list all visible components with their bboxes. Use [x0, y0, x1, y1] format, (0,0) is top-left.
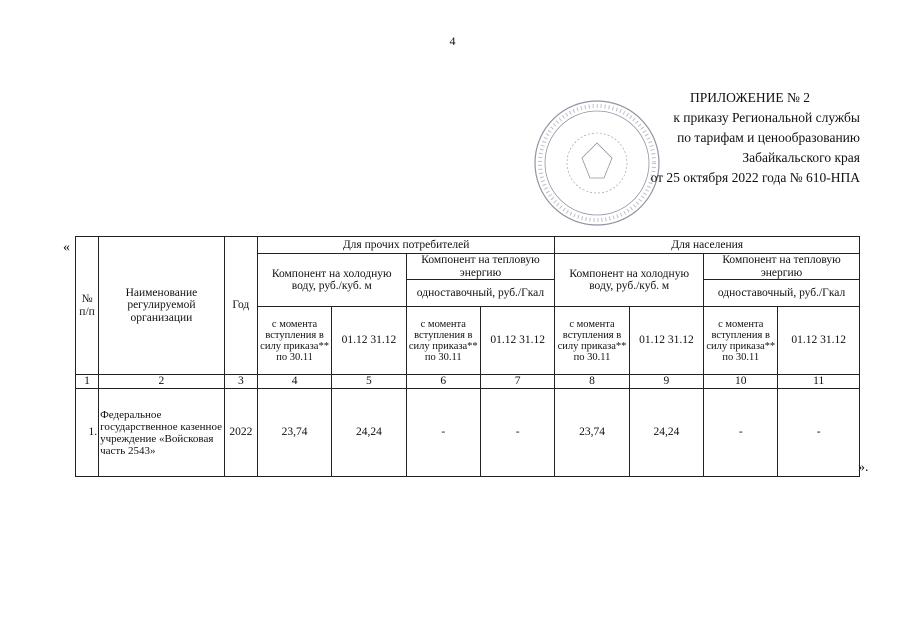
row-organization: Федеральное государственное казенное учреждение «Войсковая часть 2543» — [99, 389, 225, 477]
row-value: 24,24 — [332, 389, 406, 477]
closing-quote: ». — [858, 460, 869, 475]
page-number: 4 — [449, 34, 456, 48]
header-other-consumers: Для прочих потребителей — [257, 237, 554, 254]
header-period-a: с момента вступления в силу приказа** по 30.11 — [257, 307, 331, 375]
appendix-line: к приказу Региональной службы — [673, 110, 860, 125]
opening-quote: « — [63, 240, 70, 255]
header-cold-water: Компонент на холодную воду, руб./куб. м — [555, 254, 704, 307]
column-index: 5 — [332, 375, 406, 389]
column-index: 7 — [480, 375, 554, 389]
header-cold-water: Компонент на холодную воду, руб./куб. м — [257, 254, 406, 307]
appendix-title: ПРИЛОЖЕНИЕ № 2 — [689, 90, 811, 105]
header-period-b: 01.12 31.12 — [332, 307, 406, 375]
appendix-line: по тарифам и ценообразованию — [677, 130, 860, 145]
row-value: - — [480, 389, 554, 477]
header-period-b: 01.12 31.12 — [480, 307, 554, 375]
row-value: - — [778, 389, 860, 477]
table-row — [76, 389, 860, 477]
header-period-a: с момента вступления в силу приказа** по 30.11 — [555, 307, 629, 375]
header-heat-energy: Компонент на тепловую энергию — [406, 254, 555, 280]
header-period-a: с момента вступления в силу приказа** по 30.11 — [406, 307, 480, 375]
appendix-line: Забайкальского края — [742, 150, 860, 165]
column-index: 11 — [778, 375, 860, 389]
row-year: 2022 — [224, 389, 257, 477]
row-value: - — [406, 389, 480, 477]
column-index: 1 — [76, 375, 99, 389]
header-organization: Наименование регулируемой организации — [99, 237, 225, 375]
header-heat-energy: Компонент на тепловую энергию — [704, 254, 860, 280]
appendix-line: от 25 октября 2022 года № 610-НПА — [650, 170, 860, 185]
header-year: Год — [224, 237, 257, 375]
column-index: 2 — [99, 375, 225, 389]
header-heat-unit: одноставочный, руб./Гкал — [704, 280, 860, 307]
column-index: 4 — [257, 375, 331, 389]
row-value: - — [704, 389, 778, 477]
header-heat-unit: одноставочный, руб./Гкал — [406, 280, 555, 307]
row-number: 1. — [76, 389, 99, 477]
column-index: 8 — [555, 375, 629, 389]
column-index: 6 — [406, 375, 480, 389]
header-period-a: с момента вступления в силу приказа** по 30.11 — [704, 307, 778, 375]
column-index: 3 — [224, 375, 257, 389]
header-number: № п/п — [76, 237, 99, 375]
tariff-table — [75, 236, 860, 477]
header-population: Для населения — [555, 237, 860, 254]
row-value: 24,24 — [629, 389, 703, 477]
column-index: 10 — [704, 375, 778, 389]
row-value: 23,74 — [257, 389, 331, 477]
header-period-b: 01.12 31.12 — [778, 307, 860, 375]
row-value: 23,74 — [555, 389, 629, 477]
header-period-b: 01.12 31.12 — [629, 307, 703, 375]
appendix-header — [600, 88, 860, 188]
column-index: 9 — [629, 375, 703, 389]
